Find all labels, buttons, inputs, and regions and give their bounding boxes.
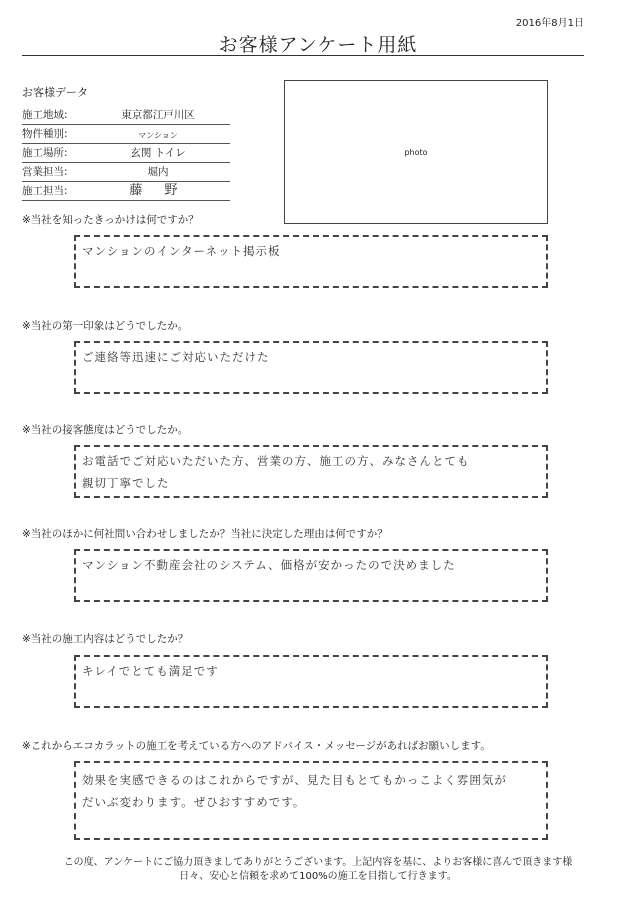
- field-key: 物件種別:: [22, 128, 68, 140]
- question-4: ※当社のほかに何社問い合わせしましたか？当社に決定した理由は何ですか？: [22, 528, 388, 540]
- question-5: ※当社の施工内容はどうでしたか？: [22, 633, 189, 645]
- field-value-handwritten: 藤 野: [129, 183, 187, 198]
- customer-data-label: お客様データ: [22, 86, 88, 99]
- answer-6-line-1: 効果を実感できるのはこれからですが、見た目もとてもかっこよく雰囲気が: [82, 773, 507, 787]
- footer-line-1: この度、アンケートにご協力頂きましてありがとうございます。上記内容を基に、よりお客様に喜んで頂きます様: [63, 857, 573, 868]
- page-title: お客様アンケート用紙: [218, 34, 418, 56]
- field-value: 東京都江戸川区: [121, 109, 195, 121]
- answer-3-line-2: 親切丁寧でした: [82, 476, 170, 490]
- answer-2-line-1: ご連絡等迅速にご対応いただけた: [82, 350, 270, 364]
- footer-line-2: 日々、安心と信頼を求めて100%の施工を目指して行きます。: [179, 871, 457, 882]
- field-value: 玄関 トイレ: [130, 147, 186, 159]
- answer-6-line-2: だいぶ変わります。ぜひおすすめです。: [82, 795, 306, 809]
- field-key: 施工場所:: [22, 147, 68, 159]
- question-1: ※当社を知ったきっかけは何ですか？: [22, 214, 199, 226]
- field-row-installer: [22, 182, 230, 201]
- field-row-property-type: [22, 125, 230, 144]
- field-key: 施工地域:: [22, 109, 68, 121]
- answer-box-3: [74, 445, 548, 498]
- answer-3-line-1: お電話でご対応いただいた方、営業の方、施工の方、みなさんとても: [82, 454, 470, 468]
- answer-box-6: [74, 761, 548, 840]
- answer-box-1: [74, 235, 548, 288]
- question-2: ※当社の第一印象はどうでしたか。: [22, 320, 189, 332]
- title-divider: [22, 55, 584, 56]
- photo-label: photo: [404, 147, 428, 157]
- answer-box-2: [74, 341, 548, 394]
- question-3: ※当社の接客態度はどうでしたか。: [22, 424, 189, 436]
- field-value: 堀内: [147, 166, 169, 178]
- answer-4-line-1: マンション不動産会社のシステム、価格が安かったので決めました: [82, 558, 456, 572]
- answer-1-line-1: マンションのインターネット掲示板: [82, 244, 281, 258]
- field-row-location: [22, 144, 230, 163]
- field-key: 営業担当:: [22, 166, 68, 178]
- field-key: 施工担当:: [22, 185, 68, 197]
- question-6: ※これからエコカラットの施工を考えている方へのアドバイス・メッセージがあればお願いします。: [22, 740, 491, 752]
- field-row-area: [22, 106, 230, 125]
- customer-data-table: [22, 106, 230, 201]
- answer-box-5: [74, 655, 548, 708]
- survey-date: 2016年8月1日: [515, 18, 584, 29]
- photo-box: [284, 80, 548, 224]
- footer-message: [0, 856, 636, 884]
- answer-5-line-1: キレイでとても満足です: [82, 664, 219, 678]
- field-value: マンション: [138, 131, 178, 140]
- answer-box-4: [74, 549, 548, 602]
